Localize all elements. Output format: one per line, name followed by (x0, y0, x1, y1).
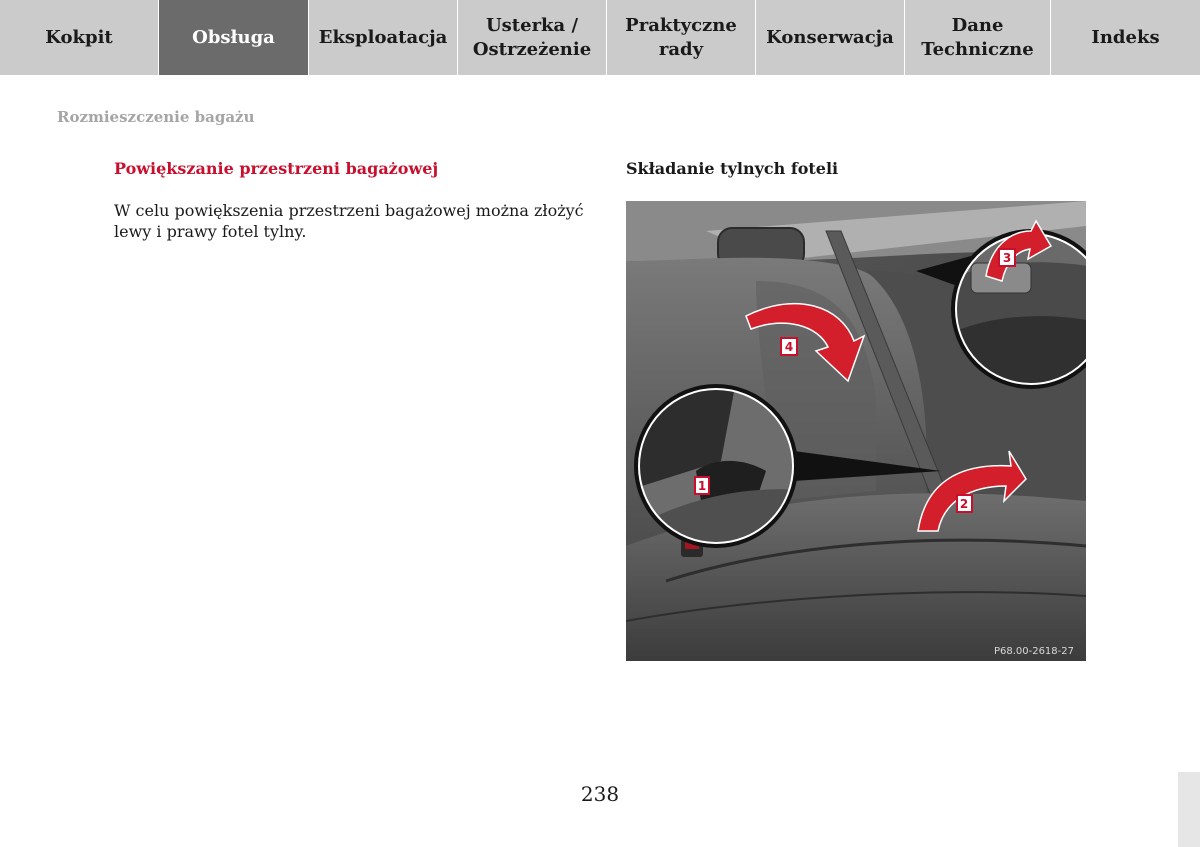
tab-kokpit[interactable]: Kokpit (0, 0, 159, 75)
chapter-tabs (0, 0, 1200, 75)
tab-dane-techniczne[interactable]: Dane Techniczne (905, 0, 1051, 75)
body-paragraph: W celu powiększenia przestrzeni bagażowej można złożyć lewy i prawy fotel tylny. (114, 201, 584, 241)
page-number: 238 (580, 782, 620, 806)
rear-seat-folding-illustration (626, 201, 1086, 661)
tab-praktyczne-rady[interactable]: Praktyczne rady (607, 0, 756, 75)
callout-4 (781, 338, 797, 355)
svg-text:4: 4 (784, 340, 794, 354)
tab-konserwacja[interactable]: Konserwacja (756, 0, 905, 75)
tab-eksploatacja[interactable]: Eksploatacja (309, 0, 458, 75)
callout-1 (695, 477, 709, 494)
left-heading: Powiększanie przestrzeni bagażowej (114, 159, 439, 178)
callout-3 (999, 249, 1015, 266)
page-edge-tab (1178, 772, 1200, 847)
callout-2 (957, 495, 972, 512)
svg-text:3: 3 (1002, 251, 1012, 265)
right-heading: Składanie tylnych foteli (626, 159, 839, 178)
section-title: Rozmieszczenie bagażu (57, 108, 255, 126)
svg-text:1: 1 (697, 479, 707, 493)
svg-text:2: 2 (959, 497, 969, 511)
tab-indeks[interactable]: Indeks (1051, 0, 1200, 75)
tab-obsluga[interactable]: Obsługa (159, 0, 309, 75)
tab-usterka-ostrzezenie[interactable]: Usterka / Ostrzeżenie (458, 0, 607, 75)
figure-code: P68.00-2618-27 (993, 646, 1074, 657)
